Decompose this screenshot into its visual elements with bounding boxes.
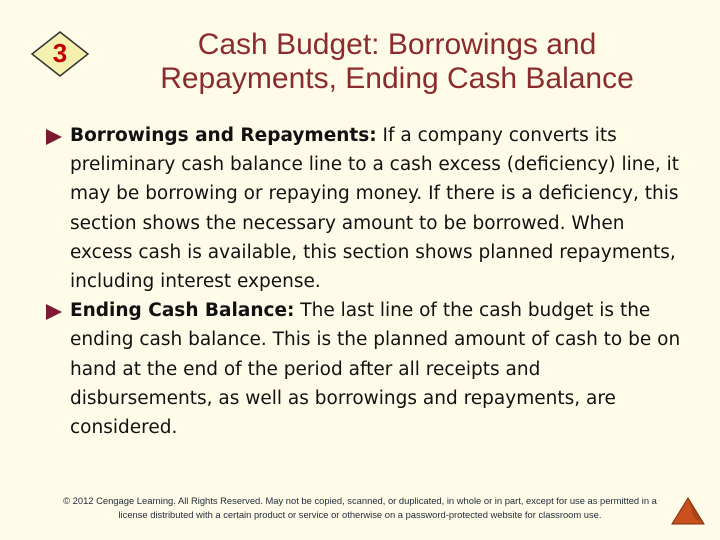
bullet-ending-cash [46,296,682,442]
title-line-1: Cash Budget: Borrowings and [197,28,597,61]
triangle-arrow-icon [46,129,62,145]
slide-title [112,28,682,96]
title-line-2: Repayments, Ending Cash Balance [160,62,634,95]
bullet-heading: Borrowings and Repayments: [70,125,377,146]
objective-badge [30,30,90,78]
copyright-footer [30,494,690,522]
bullet-text: The last line of the cash budget is the ending cash balance. This is the planned amount of cash to be on hand at the end of the period after all receipts and disbursements, as well as borrowings and repayments, are considered. [70,300,681,439]
corner-triangle-icon [668,492,708,528]
next-slide-corner[interactable] [668,492,708,528]
bullet-borrowings [46,121,682,296]
slide-body [46,121,682,442]
bullet-heading: Ending Cash Balance: [70,300,295,322]
triangle-arrow-icon [46,304,62,320]
objective-number: 3 [52,38,68,68]
bullet-text: If a company converts its preliminary cash balance line to a cash excess (deficiency) line, it may be borrowing or repaying money. If there is a deficiency, this section shows the necessary amount to be borrowed. When excess cash is available, this section shows planned repayments, including interest expense. [70,125,679,293]
footer-line-2: license distributed with a certain product or service or otherwise on a password-protected website for classroom use. [118,509,602,520]
footer-line-1: © 2012 Cengage Learning. All Rights Reserved. May not be copied, scanned, or duplicated, in whole or in part, except for use as permitted in a [63,495,657,506]
